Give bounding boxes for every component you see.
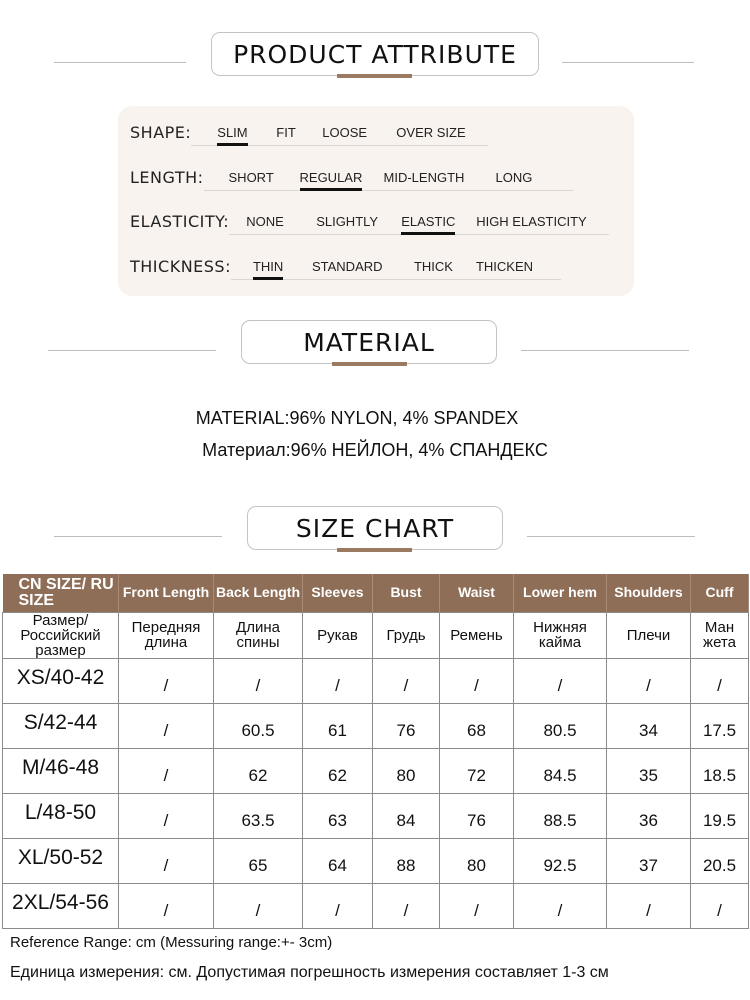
attr-option: HIGH ELASTICITY	[476, 214, 587, 229]
table-row	[3, 703, 749, 748]
value-cell: 60.5	[214, 703, 303, 748]
value-cell: /	[440, 883, 514, 928]
value-cell: 35	[607, 748, 691, 793]
attr-options	[191, 116, 488, 146]
product-attribute-heading	[0, 32, 750, 92]
value-cell: /	[119, 883, 214, 928]
value-cell: /	[119, 703, 214, 748]
attr-option: STANDARD	[311, 259, 383, 274]
material-text-ru: Материал:96% НЕЙЛОН, 4% СПАНДЕКС	[202, 440, 548, 460]
value-cell: /	[119, 658, 214, 703]
value-cell: 72	[440, 748, 514, 793]
value-cell: /	[214, 658, 303, 703]
value-cell: 84	[373, 793, 440, 838]
col-header-ru: Грудь	[373, 612, 440, 658]
attr-option: THICKEN	[475, 259, 534, 274]
attr-options	[204, 161, 574, 191]
attr-option: NONE	[246, 214, 284, 229]
attr-row-thickness	[130, 250, 561, 280]
value-cell: 88	[373, 838, 440, 883]
attr-label: SHAPE:	[130, 123, 192, 142]
attribute-panel	[118, 106, 634, 296]
value-cell: /	[514, 658, 607, 703]
table-row	[3, 658, 749, 703]
material-heading	[0, 320, 750, 380]
value-cell: 62	[303, 748, 373, 793]
col-header-ru: Плечи	[607, 612, 691, 658]
col-header-ru: Рукав	[303, 612, 373, 658]
col-header-ru: Ман жета	[691, 612, 749, 658]
value-cell: 36	[607, 793, 691, 838]
col-header-size: CN SIZE/ RU SIZE	[3, 574, 119, 612]
divider-right	[527, 536, 695, 537]
attr-options	[229, 205, 609, 235]
value-cell: /	[691, 658, 749, 703]
col-header-sleeves: Sleeves	[303, 574, 373, 612]
col-header-ru: Нижняя кайма	[514, 612, 607, 658]
header-row-ru	[3, 612, 749, 658]
attr-option-selected: ELASTIC	[401, 214, 456, 229]
value-cell: /	[303, 883, 373, 928]
value-cell: 84.5	[514, 748, 607, 793]
divider-left	[54, 62, 186, 63]
value-cell: 80	[440, 838, 514, 883]
value-cell: /	[607, 658, 691, 703]
col-header-cuff: Cuff	[691, 574, 749, 612]
size-cell: XS/40-42	[3, 658, 119, 703]
attr-row-length	[130, 161, 574, 191]
attr-label: ELASTICITY:	[130, 212, 230, 231]
attr-option-selected: THIN	[252, 259, 284, 274]
attr-option: SLIGHTLY	[316, 214, 379, 229]
col-header-front-length: Front Length	[119, 574, 214, 612]
section-title-pill: MATERIAL	[241, 320, 497, 364]
reference-note-en: Reference Range: cm (Messuring range:+- 3cm)	[10, 934, 333, 951]
value-cell: 65	[214, 838, 303, 883]
value-cell: 68	[440, 703, 514, 748]
size-chart-table	[2, 574, 749, 929]
value-cell: 34	[607, 703, 691, 748]
value-cell: 88.5	[514, 793, 607, 838]
value-cell: /	[214, 883, 303, 928]
value-cell: 92.5	[514, 838, 607, 883]
value-cell: /	[119, 793, 214, 838]
attr-option: LONG	[495, 170, 533, 185]
value-cell: /	[373, 883, 440, 928]
material-text-en: MATERIAL:96% NYLON, 4% SPANDEX	[195, 408, 519, 428]
section-title-pill: PRODUCT ATTRIBUTE	[211, 32, 539, 76]
title-accent-bar	[332, 362, 407, 366]
attr-option: OVER SIZE	[396, 125, 466, 140]
value-cell: /	[514, 883, 607, 928]
table-row	[3, 838, 749, 883]
value-cell: 61	[303, 703, 373, 748]
title-accent-bar	[337, 74, 412, 78]
value-cell: /	[119, 838, 214, 883]
attr-row-elasticity	[130, 205, 609, 235]
col-header-ru: Размер/ Российский размер	[3, 612, 119, 658]
col-header-ru: Передняя длина	[119, 612, 214, 658]
col-header-back-length: Back Length	[214, 574, 303, 612]
title-accent-bar	[337, 548, 412, 552]
value-cell: /	[119, 748, 214, 793]
value-cell: 17.5	[691, 703, 749, 748]
attr-option: SHORT	[228, 170, 274, 185]
attr-label: LENGTH:	[130, 168, 204, 187]
value-cell: 20.5	[691, 838, 749, 883]
value-cell: /	[440, 658, 514, 703]
header-row-en	[3, 574, 749, 612]
col-header-ru: Длина спины	[214, 612, 303, 658]
size-cell: 2XL/54-56	[3, 883, 119, 928]
col-header-ru: Ремень	[440, 612, 514, 658]
size-cell: S/42-44	[3, 703, 119, 748]
value-cell: /	[373, 658, 440, 703]
attr-option: LOOSE	[322, 125, 368, 140]
divider-left	[54, 536, 222, 537]
value-cell: 63.5	[214, 793, 303, 838]
value-cell: /	[303, 658, 373, 703]
size-cell: L/48-50	[3, 793, 119, 838]
value-cell: /	[691, 883, 749, 928]
value-cell: 62	[214, 748, 303, 793]
value-cell: 64	[303, 838, 373, 883]
table-row	[3, 748, 749, 793]
size-cell: M/46-48	[3, 748, 119, 793]
col-header-lower-hem: Lower hem	[514, 574, 607, 612]
table-row	[3, 883, 749, 928]
value-cell: 80.5	[514, 703, 607, 748]
attr-option-selected: SLIM	[217, 125, 248, 140]
size-chart-heading	[0, 506, 750, 566]
table-row	[3, 793, 749, 838]
col-header-bust: Bust	[373, 574, 440, 612]
value-cell: /	[607, 883, 691, 928]
value-cell: 80	[373, 748, 440, 793]
attr-option: FIT	[276, 125, 296, 140]
attr-option: THICK	[413, 259, 453, 274]
reference-note-ru: Единица измерения: см. Допустимая погрешность измерения составляет 1-3 см	[10, 964, 609, 981]
attr-option-selected: REGULAR	[299, 170, 363, 185]
section-title-pill: SIZE CHART	[247, 506, 503, 550]
attr-row-shape	[130, 116, 488, 146]
value-cell: 76	[373, 703, 440, 748]
divider-left	[48, 350, 216, 351]
size-cell: XL/50-52	[3, 838, 119, 883]
divider-right	[521, 350, 689, 351]
col-header-shoulders: Shoulders	[607, 574, 691, 612]
value-cell: 63	[303, 793, 373, 838]
attr-option: MID-LENGTH	[383, 170, 465, 185]
value-cell: 37	[607, 838, 691, 883]
divider-right	[562, 62, 694, 63]
value-cell: 18.5	[691, 748, 749, 793]
value-cell: 19.5	[691, 793, 749, 838]
attr-label: THICKNESS:	[130, 257, 231, 276]
col-header-waist: Waist	[440, 574, 514, 612]
value-cell: 76	[440, 793, 514, 838]
attr-options	[231, 250, 561, 280]
